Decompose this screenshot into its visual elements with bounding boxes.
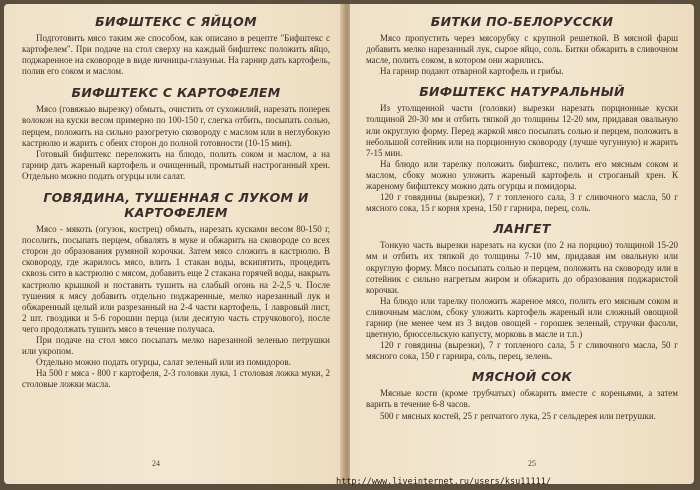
recipe-paragraph: На блюдо или тарелку положить бифштекс, полить его мясным соком и маслом, сбоку можно уложить жареный картофель и строганый хрен. К жареному бифштексу можно дать огурцы и помидоры. xyxy=(366,158,678,192)
recipe-title: ЛАНГЕТ xyxy=(493,221,551,237)
watermark-url: http://www.liveinternet.ru/users/ksu11111/ xyxy=(336,477,551,487)
right-page xyxy=(350,4,694,484)
recipe-title: БИТКИ ПО-БЕЛОРУССКИ xyxy=(430,14,614,29)
recipe-paragraph: На 500 г мяса - 800 г картофеля, 2-3 головки лука, 1 столовая ложка муки, 2 столовые ложки масла. xyxy=(22,368,330,390)
recipe-paragraph: Подготовить мясо таким же способом, как описано в рецепте "Бифштекс с картофелем". При подаче на стол сверху на каждый бифштекс положить яйцо, поджаренное на сковороде в виде яичницы-глазуньи. На гарнир дать картофель, полив его соком и маслом. xyxy=(22,33,330,77)
recipe-paragraph: На блюдо или тарелку положить жареное мясо, полить его мясным соком и сливочным маслом, сбоку уложить картофель жареный или сложный овощной гарнир (не менее чем из 3 видов овощей - горошек зеленый, стручки фасоли, цветную, брюссельскую капусту, морковь в масле и т.п.) xyxy=(366,295,678,340)
left-page xyxy=(4,4,344,484)
recipe-paragraph: 500 г мясных костей, 25 г репчатого лука, 25 г сельдерея или петрушки. xyxy=(380,410,656,421)
recipe-paragraph: Из утолщенной части (головки) вырезки нарезать порционные куски толщиной 20-30 мм и отбить тяпкой до толщины 12-20 мм, придавая овальную или округлую форму. Перед жаркой мясо посыпать солью и перцем, положить в небольшой сотейник или на порционную сковороду (лучше чугунную) и жарить 7-15 мин. xyxy=(366,103,678,158)
recipe-title: ГОВЯДИНА, ТУШЕННАЯ С ЛУКОМ И КАРТОФЕЛЕМ xyxy=(43,190,309,221)
recipe-title: МЯСНОЙ СОК xyxy=(471,369,573,385)
page-number: 25 xyxy=(528,459,536,468)
page-number: 24 xyxy=(152,459,160,468)
recipe-paragraph: 120 г говядины (вырезки), 7 г топленого сала, 3 г сливочного масла, 50 г мясного сока, 15 г корня хрена, 150 г гарнира, перец, соль. xyxy=(366,192,678,214)
recipe-paragraph: Мясо (говяжью вырезку) обмыть, очистить от сухожилий, нарезать поперек волокон на куски весом примерно по 100-150 г, слегка отбить, посыпать солью, перцем, положить на сильно разогретую сковороду с маслом или в неглубокую кастрюлю и жарить с обеих сторон до полной готовности (10-15 мин). xyxy=(22,104,330,148)
recipe-title: БИФШТЕКС НАТУРАЛЬНЫЙ xyxy=(419,84,625,100)
recipe-paragraph: Тонкую часть вырезки нарезать на куски (по 2 на порцию) толщиной 15-20 мм и отбить их тяпкой до толщины 7-10 мм, придавая им овальную или округлую форму. Мясо посыпать солью и перцем, положить на сковороду или в сотейник с сильно нагретым жиром и обжарить до образования поджаристой корочки. xyxy=(366,240,678,295)
recipe-paragraph: Отдельно можно подать огурцы, салат зеленый или из помидоров. xyxy=(36,357,291,368)
recipe-title: БИФШТЕКС С КАРТОФЕЛЕМ xyxy=(71,85,281,101)
recipe-paragraph: При подаче на стол мясо посыпать мелко нарезанной зеленью петрушки или укропом. xyxy=(22,334,330,357)
recipe-paragraph: Готовый бифштекс переложить на блюдо, полить соком и маслом, а на гарнир дать жареный картофель и очищенный, промытый настроганный хрен. Отдельно можно подать огурцы или салат. xyxy=(22,148,330,181)
recipe-paragraph: Мясные кости (кроме трубчатых) обжарить вместе с кореньями, а затем варить в течение 6-8 часов. xyxy=(366,388,678,410)
recipe-paragraph: Мясо - мякоть (огузок, кострец) обмыть, нарезать кусками весом 80-150 г, посолить, посыпать перцем, обвалять в муке и обжарить на сковороде со всех сторон до образования румяной корочки. Затем мясо сложить в кастрюлю. В сковороду, где жарилось мясо, влить 1 стакан воды, вскипятить, процедить сквозь сито в кастрюлю с мясом, добавить еще 2 стакана горячей воды, накрыть кастрюлю крышкой и поставить тушить на слабый огонь на 2-2,5 ч. После тушения к мясу добавить отдельно поджаренные, мелко нарезанный лук и обжаренный целый или разрезанный на 2-4 части картофель, 1 лавровый лист, 2 шт. гвоздики и 5-6 горошин перца (или десятую часть стручкового), после чего продолжать тушить мясо в течение получаса. xyxy=(22,224,330,334)
recipe-paragraph: Мясо пропустить через мясорубку с крупной решеткой. В мясной фарш добавить мелко нарезанный лук, сырое яйцо, соль. Битки обжарить в сливочном масле, полить соком, в котором они жарились. xyxy=(366,33,678,66)
recipe-paragraph: На гарнир подают отварной картофель и грибы. xyxy=(380,66,564,77)
recipe-title: БИФШТЕКС С ЯЙЦОМ xyxy=(95,14,257,29)
recipe-paragraph: 120 г говядины (вырезки), 7 г топленого сала, 5 г сливочного масла, 50 г мясного сока, 150 г гарнира, соль, перец, зелень. xyxy=(366,340,678,362)
